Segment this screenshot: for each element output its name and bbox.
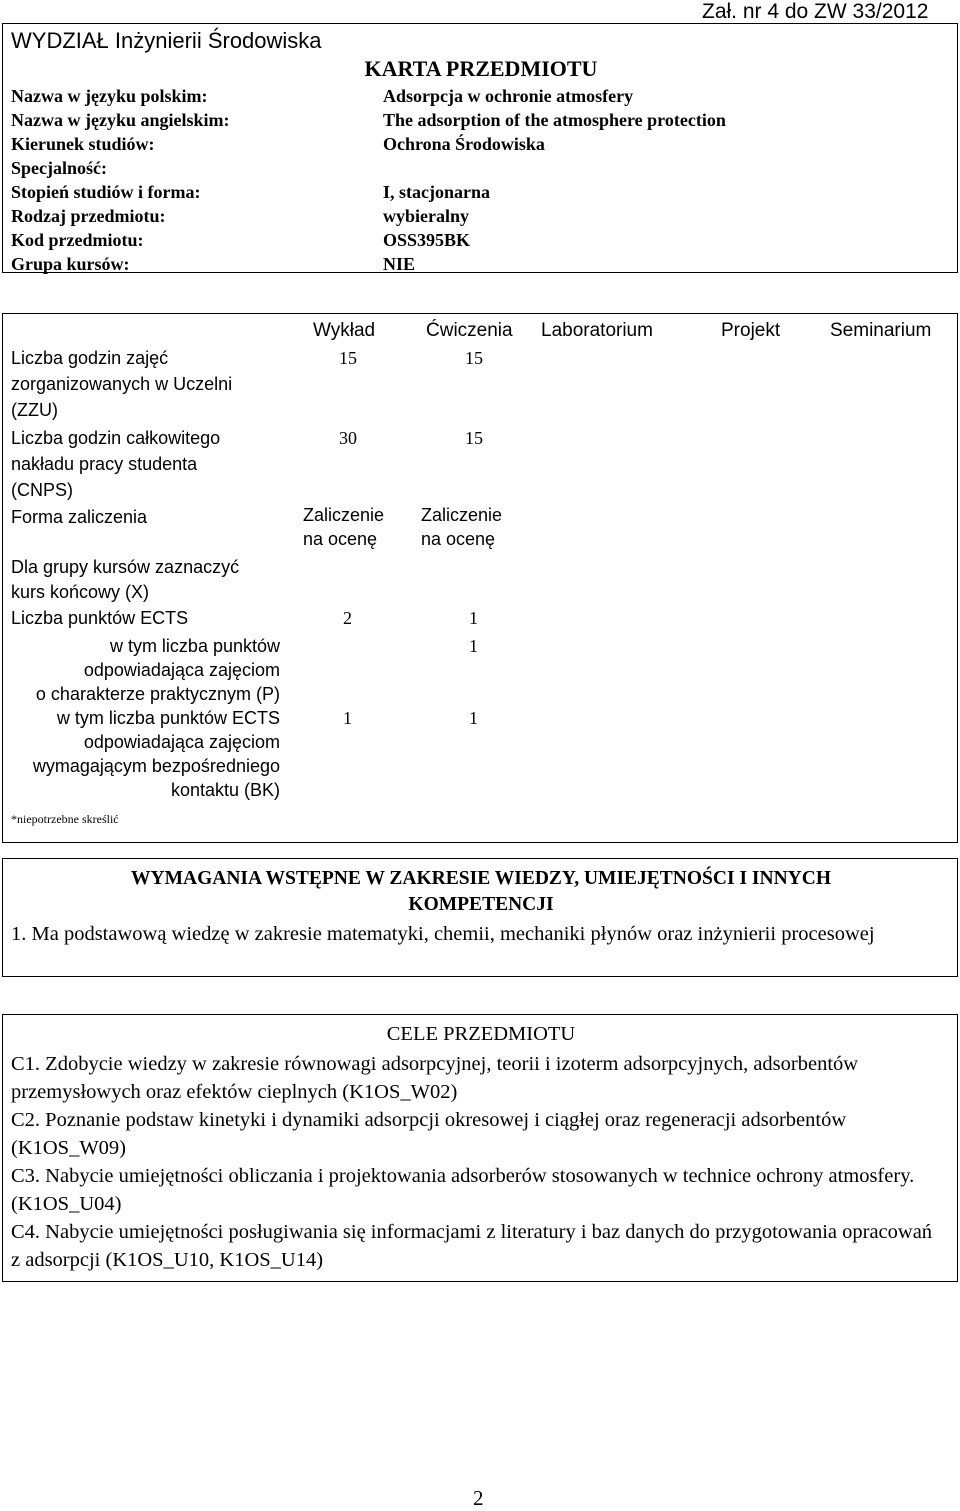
course-goals-box (2, 1014, 958, 1282)
field-value: I, stacjonarna (383, 182, 490, 202)
field-label: Specjalność: (11, 158, 107, 178)
row-label-practical-line: o charakterze praktycznym (P) (35, 684, 280, 704)
row-label-bk-line: w tym liczba punktów ECTS (56, 708, 280, 728)
row-label-cnps-line: (CNPS) (11, 480, 73, 500)
row-label-practical-line: odpowiadająca zajęciom (83, 660, 280, 680)
attachment-note: Zał. nr 4 do ZW 33/2012 (702, 0, 929, 23)
row-label-practical-line: w tym liczba punktów (109, 636, 280, 656)
field-value: Adsorpcja w ochronie atmosfery (383, 86, 634, 106)
cell-value: 15 (465, 428, 483, 448)
field-value: wybieralny (383, 206, 470, 226)
row-label-zzu-line: (ZZU) (11, 400, 58, 420)
field-label: Kierunek studiów: (11, 134, 155, 154)
faculty-name: WYDZIAŁ Inżynierii Środowiska (11, 28, 322, 53)
field-value: The adsorption of the atmosphere protection (383, 110, 726, 130)
cell-value: 1 (343, 708, 352, 728)
row-label-ects: Liczba punktów ECTS (11, 608, 189, 628)
column-header-seminar: Seminarium (830, 320, 932, 341)
column-header-project: Projekt (721, 320, 781, 341)
field-value: NIE (383, 254, 416, 274)
column-header-lecture: Wykład (313, 320, 376, 341)
row-label-assessment: Forma zaliczenia (11, 507, 148, 527)
prerequisites-title-line2: KOMPETENCJI (408, 894, 554, 915)
cell-value: 1 (469, 636, 478, 656)
field-label: Rodzaj przedmiotu: (11, 206, 166, 226)
row-label-final-course-line: kurs końcowy (X) (11, 582, 150, 602)
cell-value: 15 (339, 348, 357, 368)
row-label-cnps-line: Liczba godzin całkowitego (11, 428, 221, 448)
field-label: Kod przedmiotu: (11, 230, 144, 250)
cell-value: 1 (469, 608, 478, 628)
row-label-bk-line: odpowiadająca zajęciom (83, 732, 280, 752)
goal-item: C3. Nabycie umiejętności obliczania i projektowania adsorberów stosowanych w technice ochrony atmosfery. (K1OS_U04) (11, 1165, 915, 1215)
field-label: Nazwa w języku polskim: (11, 86, 208, 106)
row-label-final-course-line: Dla grupy kursów zaznaczyć (11, 557, 240, 577)
hours-table (2, 313, 958, 843)
cell-value: na ocenę (421, 529, 496, 549)
prerequisite-item: 1. Ma podstawową wiedzę w zakresie matematyki, chemii, mechaniki płynów oraz inżynierii procesowej (11, 923, 875, 945)
field-value: Ochrona Środowiska (383, 134, 545, 154)
field-value: OSS395BK (383, 230, 471, 250)
prerequisites-title: WYMAGANIA WSTĘPNE W ZAKRESIE WIEDZY, UMIEJĘTNOŚCI I INNYCH (131, 868, 831, 889)
row-label-bk-line: kontaktu (BK) (170, 780, 280, 800)
cell-value: 1 (469, 708, 478, 728)
field-label: Nazwa w języku angielskim: (11, 110, 230, 130)
row-label-cnps-line: nakładu pracy studenta (11, 454, 198, 474)
course-header-box (2, 23, 958, 273)
cell-value: 15 (465, 348, 483, 368)
table-footnote: *niepotrzebne skreślić (11, 812, 119, 826)
field-label: Grupa kursów: (11, 254, 130, 274)
cell-value: Zaliczenie (421, 505, 503, 525)
goal-item: C1. Zdobycie wiedzy w zakresie równowagi adsorpcyjnej, teorii i izoterm adsorpcyjnych, adsorbentów przemysłowych oraz efektów cieplnych (K1OS_W02) (11, 1053, 859, 1103)
cell-value: na ocenę (303, 529, 378, 549)
column-header-exercises: Ćwiczenia (426, 320, 513, 341)
column-header-laboratory: Laboratorium (541, 320, 653, 341)
row-label-zzu-line: zorganizowanych w Uczelni (11, 374, 233, 394)
cell-value: 2 (343, 608, 352, 628)
row-label-bk-line: wymagającym bezpośredniego (32, 756, 280, 776)
row-label-zzu-line: Liczba godzin zajęć (11, 348, 169, 368)
cell-value: 30 (339, 428, 357, 448)
goal-item: C2. Poznanie podstaw kinetyki i dynamiki adsorpcji okresowej i ciągłej oraz regeneracji adsorbentów (K1OS_W09) (11, 1109, 847, 1159)
card-title: KARTA PRZEDMIOTU (364, 56, 598, 81)
field-label: Stopień studiów i forma: (11, 182, 201, 202)
goal-item: C4. Nabycie umiejętności posługiwania się informacjami z literatury i baz danych do przygotowania opracowań z adsorpcji (K1OS_U10, K1OS_U14) (11, 1221, 933, 1271)
cell-value: Zaliczenie (303, 505, 385, 525)
course-goals-title: CELE PRZEDMIOTU (386, 1023, 576, 1045)
page-number: 2 (473, 1486, 484, 1510)
prerequisites-box (2, 858, 958, 977)
